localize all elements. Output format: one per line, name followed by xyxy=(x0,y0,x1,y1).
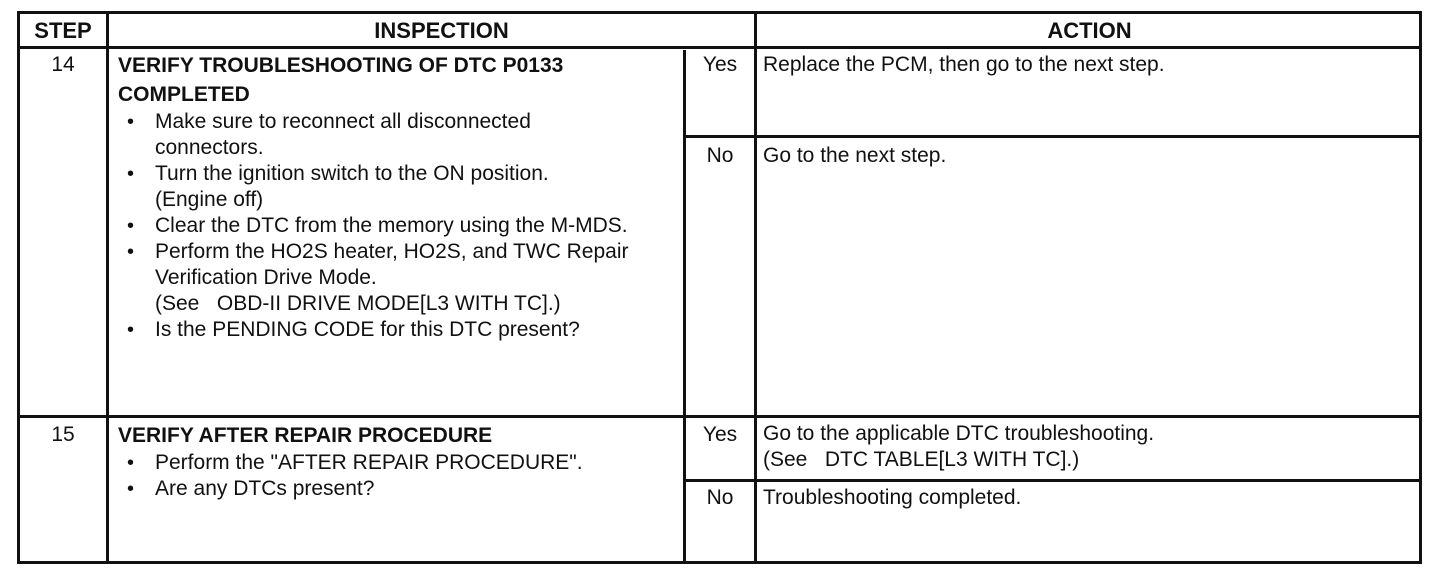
yes-label: Yes xyxy=(702,423,738,446)
troubleshooting-table xyxy=(17,11,1422,564)
bullet-item: • Is the PENDING CODE for this DTC present? xyxy=(118,317,695,343)
inspection-cell xyxy=(118,421,678,502)
col-divider-step xyxy=(106,14,109,564)
row15-yesno-divider xyxy=(683,479,1422,482)
no-action: Go to the next step. xyxy=(763,144,947,167)
inspection-bullets xyxy=(118,450,678,502)
inspection-cell xyxy=(118,51,678,343)
yes-action xyxy=(763,421,1413,473)
bullet-item: • Perform the "AFTER REPAIR PROCEDURE". xyxy=(118,450,678,476)
bullet-item: • Are any DTCs present? xyxy=(118,476,678,502)
bullet-item: • Clear the DTC from the memory using the M-MDS. xyxy=(118,213,635,239)
yes-action-note: (See DTC TABLE[L3 WITH TC].) xyxy=(763,448,1080,471)
bullet-item-note: (See OBD-II DRIVE MODE[L3 WITH TC].) xyxy=(155,292,561,315)
row14-yesno-divider xyxy=(683,135,1422,138)
step-number: 14 xyxy=(51,53,75,76)
inspection-title: VERIFY AFTER REPAIR PROCEDURE xyxy=(118,424,493,447)
header-divider xyxy=(20,46,1422,49)
header-inspection: INSPECTION xyxy=(374,18,509,43)
no-label: No xyxy=(706,486,734,509)
no-label: No xyxy=(706,144,734,167)
row-divider xyxy=(20,415,1422,418)
bullet-item: • Turn the ignition switch to the ON position. (Engine off) xyxy=(118,161,625,213)
inspection-bullets xyxy=(118,109,678,343)
header-step: STEP xyxy=(34,18,92,43)
inspection-title: VERIFY TROUBLESHOOTING OF DTC P0133 COMPLETED xyxy=(118,54,564,106)
bullet-item-text: Perform the HO2S heater, HO2S, and TWC Repair Verification Drive Mode. xyxy=(155,240,629,289)
step-number: 15 xyxy=(51,423,75,446)
no-action: Troubleshooting completed. xyxy=(763,486,1022,509)
yes-action-text: Go to the applicable DTC troubleshooting. xyxy=(763,422,1155,445)
yes-action: Replace the PCM, then go to the next step. xyxy=(763,53,1165,76)
bullet-item xyxy=(118,239,635,317)
header-action: ACTION xyxy=(1047,18,1132,43)
yes-label: Yes xyxy=(702,53,738,76)
bullet-item: • Make sure to reconnect all disconnected connectors. xyxy=(118,109,625,161)
